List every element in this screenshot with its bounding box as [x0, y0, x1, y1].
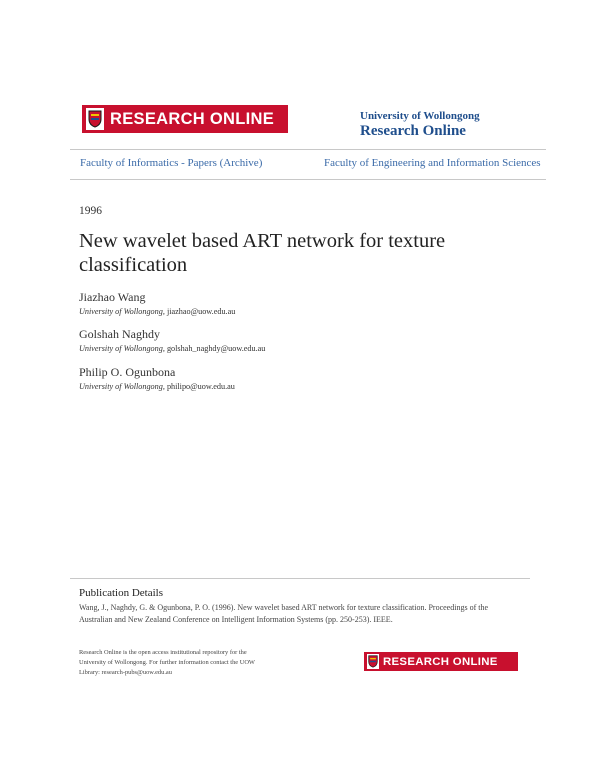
repository-note-line: University of Wollongong. For further information contact the UOW — [79, 659, 255, 666]
logo-label: RESEARCH ONLINE — [110, 109, 275, 128]
repository-note — [79, 648, 329, 678]
repository-note-line[interactable]: Library: research-pubs@uow.edu.au — [79, 669, 172, 676]
author-name[interactable]: Golshah Naghdy — [79, 327, 160, 341]
research-online-logo-footer[interactable] — [364, 652, 518, 671]
divider-bottom — [70, 179, 546, 180]
author-affiliation: University of Wollongong, jiazhao@uow.edu.au — [79, 307, 236, 316]
repository-note-line: Research Online is the open access institutional repository for the — [79, 649, 247, 656]
author-affiliation: University of Wollongong, philipo@uow.edu.au — [79, 382, 235, 391]
author-name[interactable]: Jiazhao Wang — [79, 290, 146, 304]
author-block — [79, 327, 265, 353]
divider-top — [70, 149, 546, 150]
author-block — [79, 365, 235, 391]
publication-details-heading: Publication Details — [79, 587, 164, 599]
repository-name[interactable]: Research Online — [360, 123, 466, 139]
university-name[interactable]: University of Wollongong — [360, 110, 480, 122]
uow-crest-icon — [367, 654, 379, 669]
uow-crest-icon — [86, 108, 104, 130]
logo-label: RESEARCH ONLINE — [383, 655, 498, 668]
university-block — [360, 110, 480, 140]
author-name[interactable]: Philip O. Ogunbona — [79, 365, 176, 379]
divider-publication — [70, 578, 530, 579]
publication-year: 1996 — [79, 205, 102, 217]
research-online-logo[interactable] — [82, 105, 288, 133]
faculty-link-informatics[interactable]: Faculty of Informatics - Papers (Archive) — [80, 157, 263, 169]
faculty-link-engineering[interactable]: Faculty of Engineering and Information Sciences — [324, 157, 541, 169]
author-block — [79, 290, 235, 316]
citation-text: Wang, J., Naghdy, G. & Ogunbona, P. O. (1996). New wavelet based ART network for texture classification. Proceedings of the Australian and New Zealand Conference on Intelligent Information Systems (pp. 250-253). IEEE. — [79, 603, 489, 624]
author-affiliation: University of Wollongong, golshah_naghdy@uow.edu.au — [79, 344, 266, 353]
paper-title: New wavelet based ART network for texture classification — [79, 230, 446, 276]
